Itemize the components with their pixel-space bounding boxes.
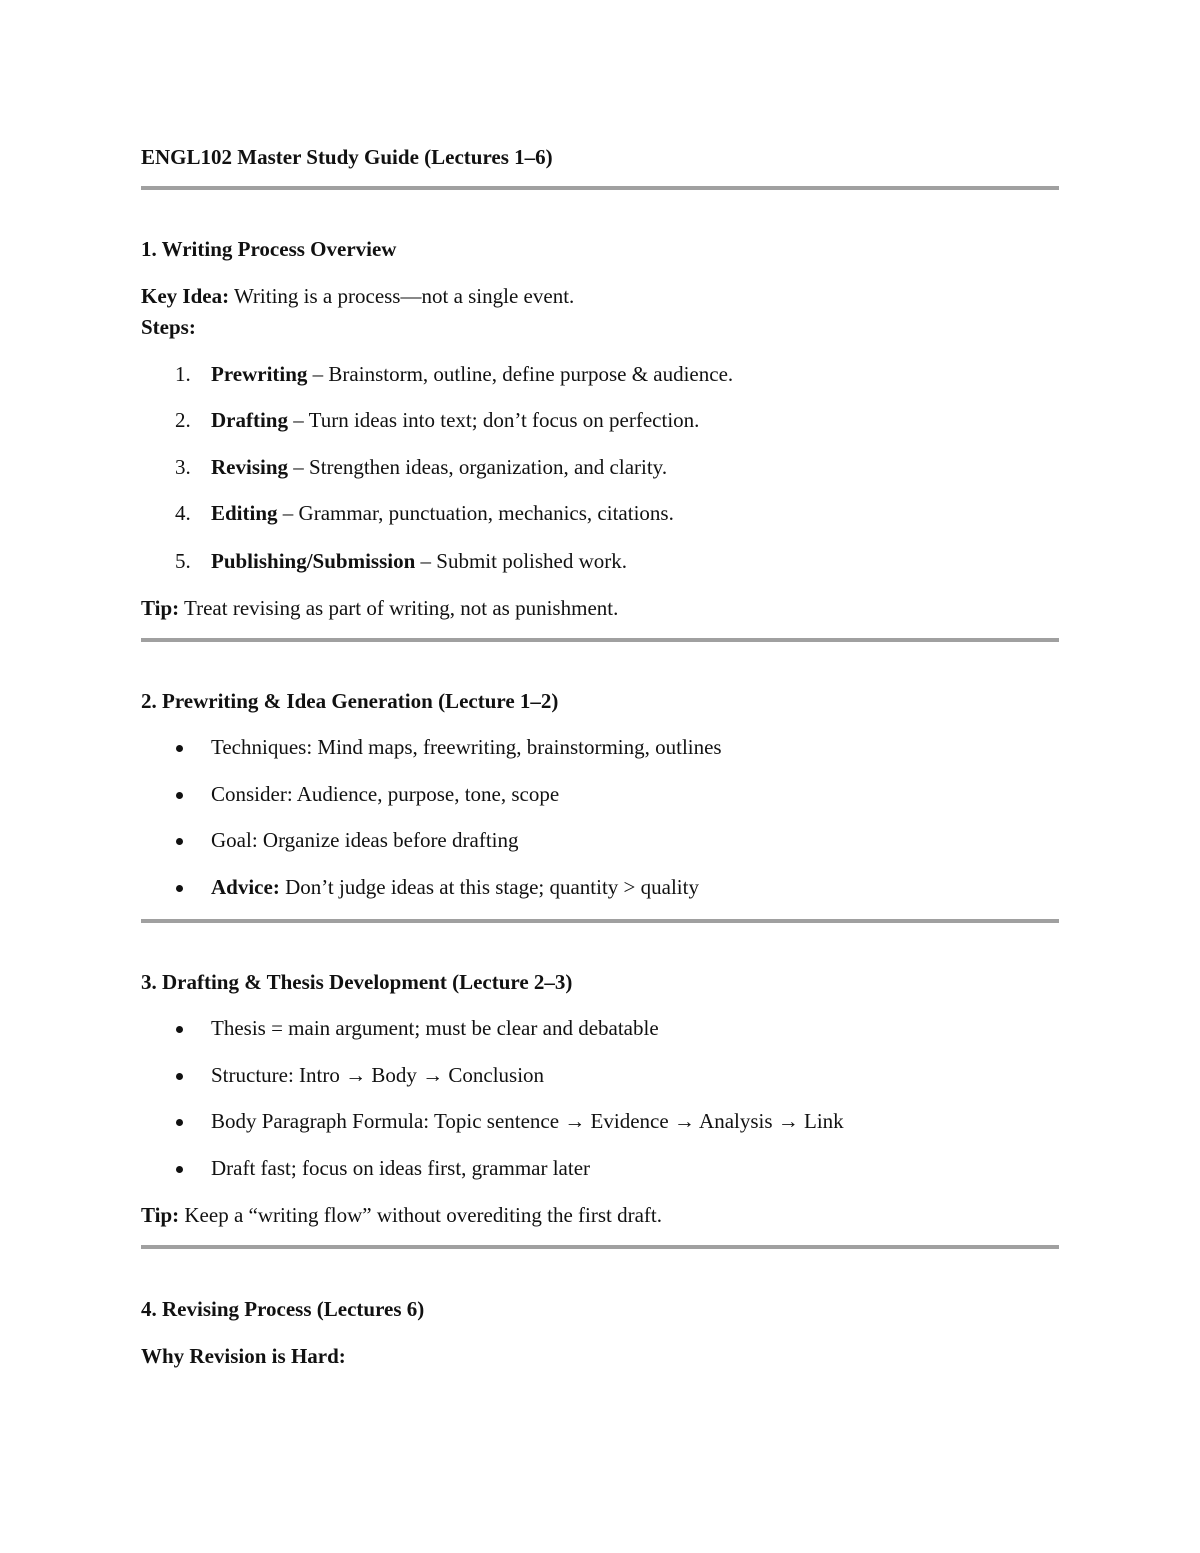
steps-label: Steps: [141,315,196,339]
divider [141,186,1059,190]
step-desc: – Strengthen ideas, organization, and clarity. [288,455,668,479]
step-term: Editing [211,501,278,525]
list-item: Thesis = main argument; must be clear and debatable [211,1016,659,1040]
advice-text: Don’t judge ideas at this stage; quantity > quality [279,875,699,899]
section-1-heading: 1. Writing Process Overview [141,237,397,261]
divider [141,1245,1059,1249]
step-desc: – Grammar, punctuation, mechanics, citations. [277,501,674,525]
section-3-heading: 3. Drafting & Thesis Development (Lecture 2–3) [141,970,573,994]
divider [141,919,1059,923]
list-item: Goal: Organize ideas before drafting [211,828,519,852]
section-2-heading: 2. Prewriting & Idea Generation (Lecture 1–2) [141,689,559,713]
tip-label: Tip: [141,596,180,620]
step-term: Revising [211,455,289,479]
step-item [211,452,667,482]
section-4-subheading: Why Revision is Hard: [141,1344,346,1368]
bullet-icon [176,1119,183,1126]
bullet-icon [176,1073,183,1080]
advice-label: Advice: [211,875,280,899]
key-idea-label: Key Idea: [141,284,230,308]
tip [141,593,618,623]
step-desc: – Submit polished work. [415,549,628,573]
tip-label: Tip: [141,1203,180,1227]
tip-text: Treat revising as part of writing, not as punishment. [179,596,619,620]
tip [141,1200,662,1230]
key-idea-text: Writing is a process—not a single event. [229,284,575,308]
list-item: Body Paragraph Formula: Topic sentence → Evidence → Analysis → Link [211,1109,844,1133]
bullet-icon [176,745,183,752]
list-item: Techniques: Mind maps, freewriting, brainstorming, outlines [211,735,722,759]
step-desc: – Turn ideas into text; don’t focus on perfection. [288,408,700,432]
divider [141,638,1059,642]
step-term: Prewriting [211,362,308,386]
step-term: Drafting [211,408,288,432]
step-number: 2. [175,408,191,432]
step-item [211,546,627,576]
list-item: Consider: Audience, purpose, tone, scope [211,782,560,806]
step-item [211,359,733,389]
step-desc: – Brainstorm, outline, define purpose & audience. [307,362,734,386]
bullet-icon [176,792,183,799]
list-item: Structure: Intro → Body → Conclusion [211,1063,545,1087]
bullet-icon [176,1166,183,1173]
step-number: 1. [175,362,191,386]
section-4-heading: 4. Revising Process (Lectures 6) [141,1297,425,1321]
step-item [211,498,674,528]
step-item [211,405,699,435]
tip-text: Keep a “writing flow” without overediting the first draft. [179,1203,662,1227]
bullet-icon [176,838,183,845]
step-term: Publishing/Submission [211,549,416,573]
bullet-icon [176,1026,183,1033]
bullet-icon [176,885,183,892]
key-idea [141,281,574,311]
list-item: Draft fast; focus on ideas first, grammar later [211,1156,591,1180]
step-number: 3. [175,455,191,479]
advice-item [211,872,699,902]
step-number: 4. [175,501,191,525]
document-title: ENGL102 Master Study Guide (Lectures 1–6) [141,145,553,169]
step-number: 5. [175,549,191,573]
